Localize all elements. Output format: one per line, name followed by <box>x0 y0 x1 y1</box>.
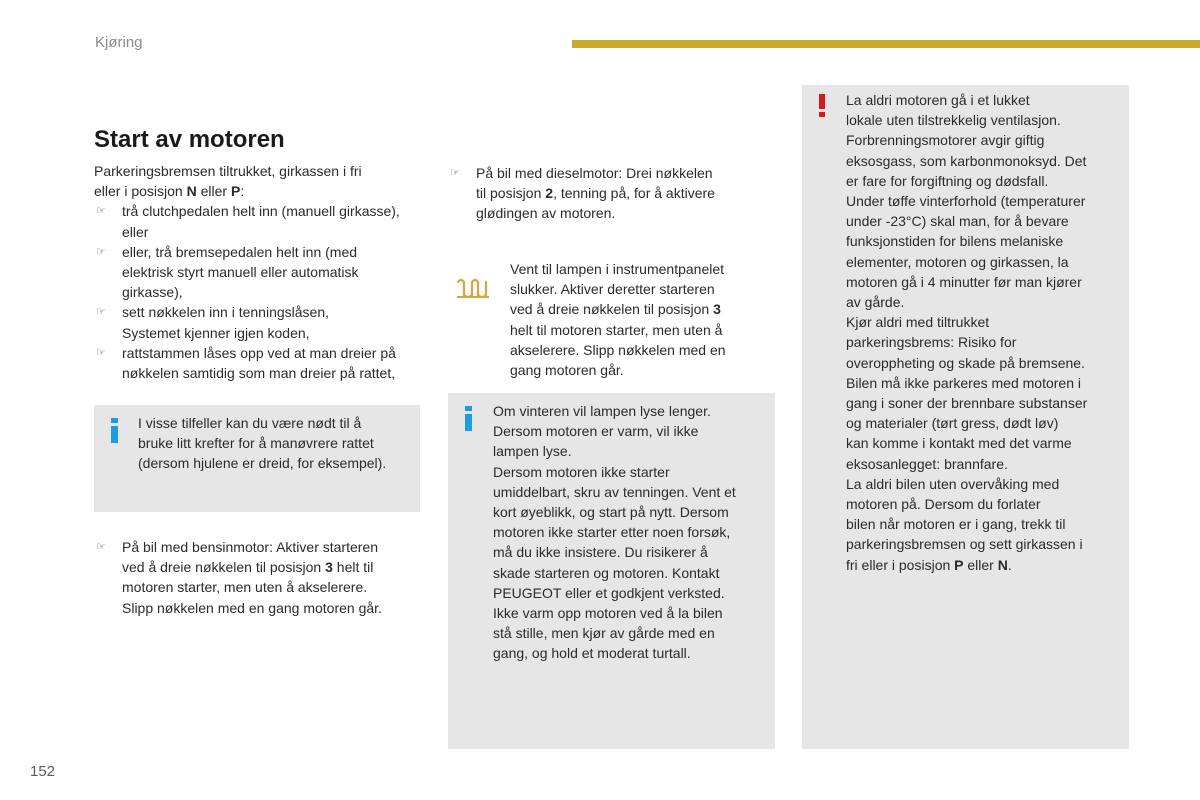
intro-line: eller i posisjon N eller P: <box>94 183 245 200</box>
info-icon <box>465 406 473 432</box>
page-title: Start av motoren <box>94 126 285 153</box>
diesel-instruction: ☞ På bil med dieselmotor: Drei nøkkelen til posisjon 2, tenning på, for å aktivere glødingen av motoren. <box>450 165 715 222</box>
pointing-finger-icon: ☞ <box>450 167 460 179</box>
glow-plug-icon <box>456 278 490 300</box>
bullet-item: ☞ trå clutchpedalen helt inn (manuell girkasse), eller <box>96 203 400 240</box>
warning-icon <box>819 94 825 118</box>
info-box <box>448 393 775 749</box>
page-number: 152 <box>30 763 56 780</box>
info-text: I visse tilfeller kan du være nødt til å bruke litt krefter for å manøvrere rattet (dersom hjulene er dreid, for eksempel). <box>138 415 387 472</box>
info-box <box>94 405 420 512</box>
pointing-finger-icon: ☞ <box>96 541 106 553</box>
warning-text: La aldri motoren gå i et lukket lokale uten tilstrekkelig ventilasjon. Forbrenningsmotorer avgir giftig eksosgass, som karbonmonoksyd. Det er fare for forgiftning og dødsfall. Under tøffe vinterforhold (temperaturer under -23°C) skal man, for å bevare funksjonstiden for bilens melaniske elementer, motoren og girkassen, la motoren gå i 4 minutter før man kjører av gårde. Kjør aldri med tiltrukket parkeringsbrems: Risiko for overoppheting og skade på bremsene. Bilen må ikke parkeres med motoren i gang i soner der brennbare substanser og materialer (tørt gress, dødt løv) kan komme i kontakt med det varme eksosanlegget: brannfare. La aldri bilen uten overvåking med motoren på. Dersom du forlater bilen når motoren er i gang, trekk til parkeringsbremsen og sett girkassen i fri eller i posisjon P eller N. <box>846 92 1088 573</box>
bullet-item: ☞ eller, trå bremsepedalen helt inn (med elektrisk styrt manuell eller automatisk girkasse), <box>96 243 359 301</box>
section-label: Kjøring <box>95 34 143 51</box>
petrol-instruction: ☞ På bil med bensinmotor: Aktiver starteren ved å dreie nøkkelen til posisjon 3 helt til motoren starter, men uten å akselerere. Slipp nøkkelen med en gang motoren går. <box>96 539 382 616</box>
intro-text <box>94 161 424 383</box>
glow-plug-text: Vent til lampen i instrumentpanelet slukker. Aktiver deretter starteren ved å dreie nøkkelen til posisjon 3 helt til motoren starter, men uten å akselerere. Slipp nøkkelen med en gang motoren går. <box>510 261 726 379</box>
pointing-finger-icon: ☞ <box>96 205 106 218</box>
pointing-finger-icon: ☞ <box>96 306 106 319</box>
intro-line: Parkeringsbremsen tiltrukket, girkassen i fri <box>94 163 362 179</box>
warning-box <box>802 85 1129 749</box>
pointing-finger-icon: ☞ <box>96 346 106 359</box>
pointing-finger-icon: ☞ <box>96 245 106 258</box>
header-rule <box>572 40 1200 48</box>
info-icon <box>111 418 119 444</box>
info-text: Om vinteren vil lampen lyse lenger. Dersom motoren er varm, vil ikke lampen lyse. Dersom motoren ikke starter umiddelbart, skru av tenningen. Vent et kort øyeblikk, og start på nytt. Dersom motoren ikke starter etter noen forsøk, må du ikke insistere. Du risikerer å skade starteren og motoren. Kontakt PEUGEOT eller et godkjent verksted. Ikke varm opp motoren ved å la bilen stå stille, men kjør av gårde med en gang, og hold et moderat turtall. <box>493 403 736 662</box>
bullet-item: ☞ sett nøkkelen inn i tenningslåsen, Systemet kjenner igjen koden, <box>96 304 330 341</box>
bullet-item: ☞ rattstammen låses opp ved at man dreier på nøkkelen samtidig som man dreier på rattet, <box>96 344 396 382</box>
